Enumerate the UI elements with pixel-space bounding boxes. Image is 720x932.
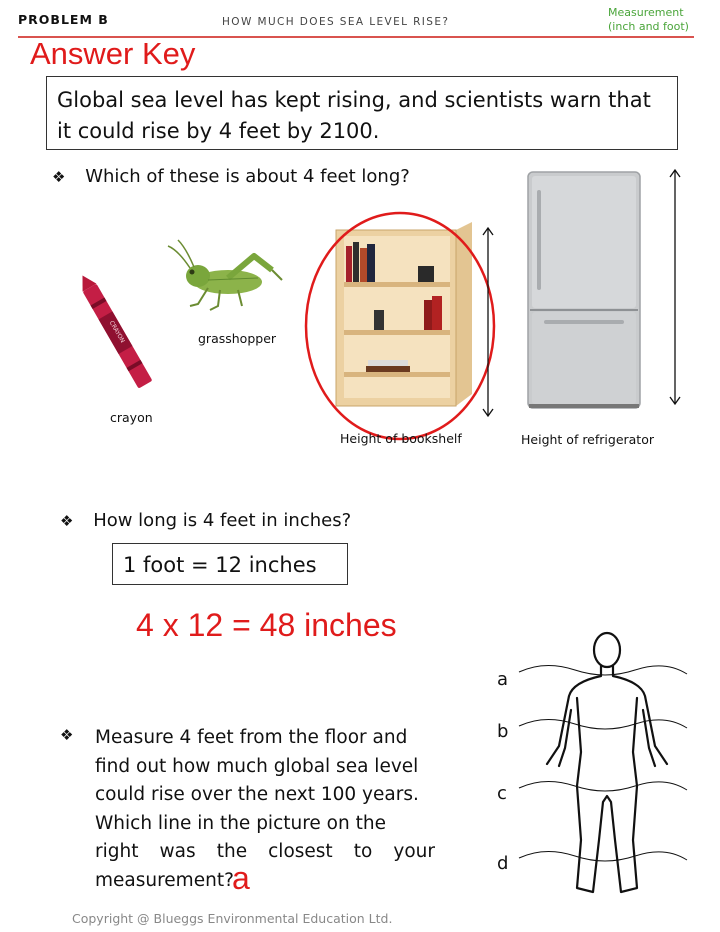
conversion-box: 1 foot = 12 inches (112, 543, 348, 585)
question-1-text: Which of these is about 4 feet long? (85, 166, 410, 187)
question-3-answer: a (232, 860, 250, 896)
question-3-line: right was the closest to your (95, 841, 435, 862)
diamond-bullet-icon: ❖ (60, 726, 74, 744)
level-label-c: c (497, 783, 507, 804)
refrigerator-caption: Height of refrigerator (521, 432, 654, 447)
answer-key-label: Answer Key (30, 36, 196, 71)
question-1 (52, 166, 410, 187)
water-level-line-c (519, 781, 687, 791)
human-figure-diagram (515, 626, 690, 902)
question-3-line: Which line in the picture on the (95, 812, 386, 834)
diamond-bullet-icon: ❖ (60, 512, 74, 530)
level-label-b: b (497, 721, 509, 742)
grasshopper-caption: grasshopper (198, 331, 277, 346)
grasshopper-image (168, 240, 288, 320)
refrigerator-image (526, 170, 644, 410)
question-3-text (95, 724, 435, 895)
intro-line-2: it could rise by 4 feet by 2100. (57, 119, 380, 143)
question-2-text: How long is 4 feet in inches? (93, 510, 352, 531)
diamond-bullet-icon: ❖ (52, 168, 66, 186)
copyright-text: Copyright @ Blueggs Environmental Education Ltd. (72, 911, 393, 926)
page-title: HOW MUCH DOES SEA LEVEL RISE? (222, 16, 450, 28)
question-3-line: find out how much global sea level (95, 755, 419, 777)
question-2-answer: 4 x 12 = 48 inches (136, 607, 397, 643)
topic-label-line2: (inch and foot) (608, 20, 689, 33)
level-label-a: a (497, 669, 509, 690)
crayon-wrapper-text: CRAYON (107, 319, 126, 345)
crayon-caption: crayon (110, 410, 153, 425)
question-3-line: Measure 4 feet from the floor and (95, 727, 408, 748)
bookshelf-caption: Height of bookshelf (340, 431, 462, 446)
intro-line-1: Global sea level has kept rising, and scientists warn that (57, 88, 651, 112)
question-3-line: could rise over the next 100 years. (95, 784, 419, 805)
bookshelf-height-arrow-icon (482, 226, 494, 418)
intro-box (46, 76, 678, 150)
crayon-image (78, 272, 158, 402)
topic-label-line1: Measurement (608, 6, 684, 19)
question-2 (60, 510, 351, 531)
refrigerator-height-arrow-icon (669, 168, 681, 406)
water-level-line-d (519, 851, 687, 861)
water-level-line-b (519, 719, 687, 729)
topic-label (608, 6, 689, 34)
bookshelf-highlight-circle (302, 210, 498, 442)
problem-label: PROBLEM B (18, 12, 109, 27)
question-3-line: measurement? (95, 869, 234, 891)
level-label-d: d (497, 853, 509, 874)
